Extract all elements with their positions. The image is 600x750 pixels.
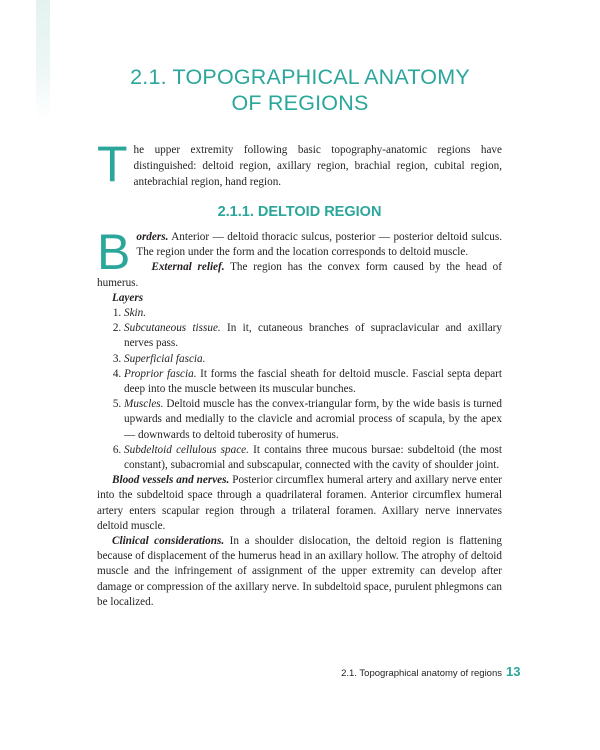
- layer-text: It forms the fascial sheath for deltoid muscle. Fascial septa depart deep into the muscle between its muscular bunches.: [124, 367, 502, 396]
- blood-vessels-paragraph: [97, 473, 502, 534]
- layer-term: Skin.: [124, 307, 147, 320]
- blood-vessels-text: Posterior circumflex humeral artery and axillary nerve enter into the subdeltoid space through a quadrilateral foramen. Anterior circumflex humeral artery enters scapular region through a trilateral foramen. Axillary nerve innervates deltoid muscle.: [97, 474, 502, 532]
- layer-term: Proprior fascia.: [124, 367, 197, 380]
- layer-term: Subdeltoid cellulous space.: [124, 443, 249, 456]
- blood-vessels-label: Blood vessels and nerves.: [112, 474, 230, 487]
- clinical-paragraph: [97, 534, 502, 610]
- layer-term: Superficial fascia.: [124, 352, 206, 365]
- clinical-text: In a shoulder dislocation, the deltoid region is flattening because of displacement of the humerus head in an axillary hollow. The atrophy of deltoid muscle and the infringement of assignment of the upper extremity can develop after damage or compression of the axillary nerve. In subdeltoid space, purulent phlegmons can be localized.: [97, 535, 503, 608]
- borders-dropcap: B: [97, 224, 131, 280]
- layer-item: [124, 321, 502, 351]
- intro-paragraph: [97, 136, 502, 192]
- layer-term: Muscles.: [124, 398, 164, 411]
- borders-label: orders.: [136, 231, 169, 243]
- chapter-title: [60, 64, 540, 116]
- external-relief-label: External relief.: [151, 261, 225, 274]
- layer-term: Subcutaneous tissue.: [124, 322, 221, 335]
- chapter-title-line-1: 2.1. TOPOGRAPHICAL ANATOMY: [130, 65, 470, 89]
- section-title: 2.1.1. DELTOID REGION: [217, 204, 382, 220]
- external-relief-paragraph: [97, 260, 502, 290]
- intro-text: he upper extremity following basic topography-anatomic regions have distinguished: deltoid region, axillary region, brachial region, cubital region, antebrachial region, hand region.: [133, 144, 502, 188]
- section-body: [97, 224, 503, 610]
- external-relief-text: The region has the convex form caused by the head of humerus.: [97, 261, 502, 289]
- page-number: 13: [506, 664, 521, 679]
- layer-item: [124, 306, 502, 321]
- layer-text: In it, cutaneous branches of supraclavicular and axillary nerves pass.: [124, 322, 502, 350]
- layer-item: [124, 397, 502, 443]
- running-footer: 2.1. Topographical anatomy of regions: [341, 668, 502, 679]
- clinical-label: Clinical considerations.: [112, 535, 225, 548]
- decorative-side-strip: [36, 0, 50, 120]
- chapter-title-line-2: OF REGIONS: [231, 91, 369, 115]
- layers-list: [97, 306, 502, 473]
- layer-text: Deltoid muscle has the convex-triangular form, by the wide basis is turned upwards and medially to the clavicle and acromial process of scapula, by the apex — downwards to deltoid tuberosity of humerus.: [124, 398, 502, 441]
- layer-text: It contains three mucous bursae: subdeltoid (the most constant), subacromial and subscapular, connected with the cavity of shoulder joint.: [124, 443, 503, 472]
- layers-label: Layers: [112, 291, 144, 304]
- layer-item: [124, 443, 502, 473]
- layer-item: [124, 367, 502, 397]
- borders-text: Anterior — deltoid thoracic sulcus, posterior — posterior deltoid sulcus. The region under the form and the location corresponds to deltoid muscle.: [136, 231, 502, 259]
- layer-item: [124, 352, 502, 367]
- intro-dropcap: T: [97, 136, 128, 192]
- layers-heading: [97, 291, 502, 306]
